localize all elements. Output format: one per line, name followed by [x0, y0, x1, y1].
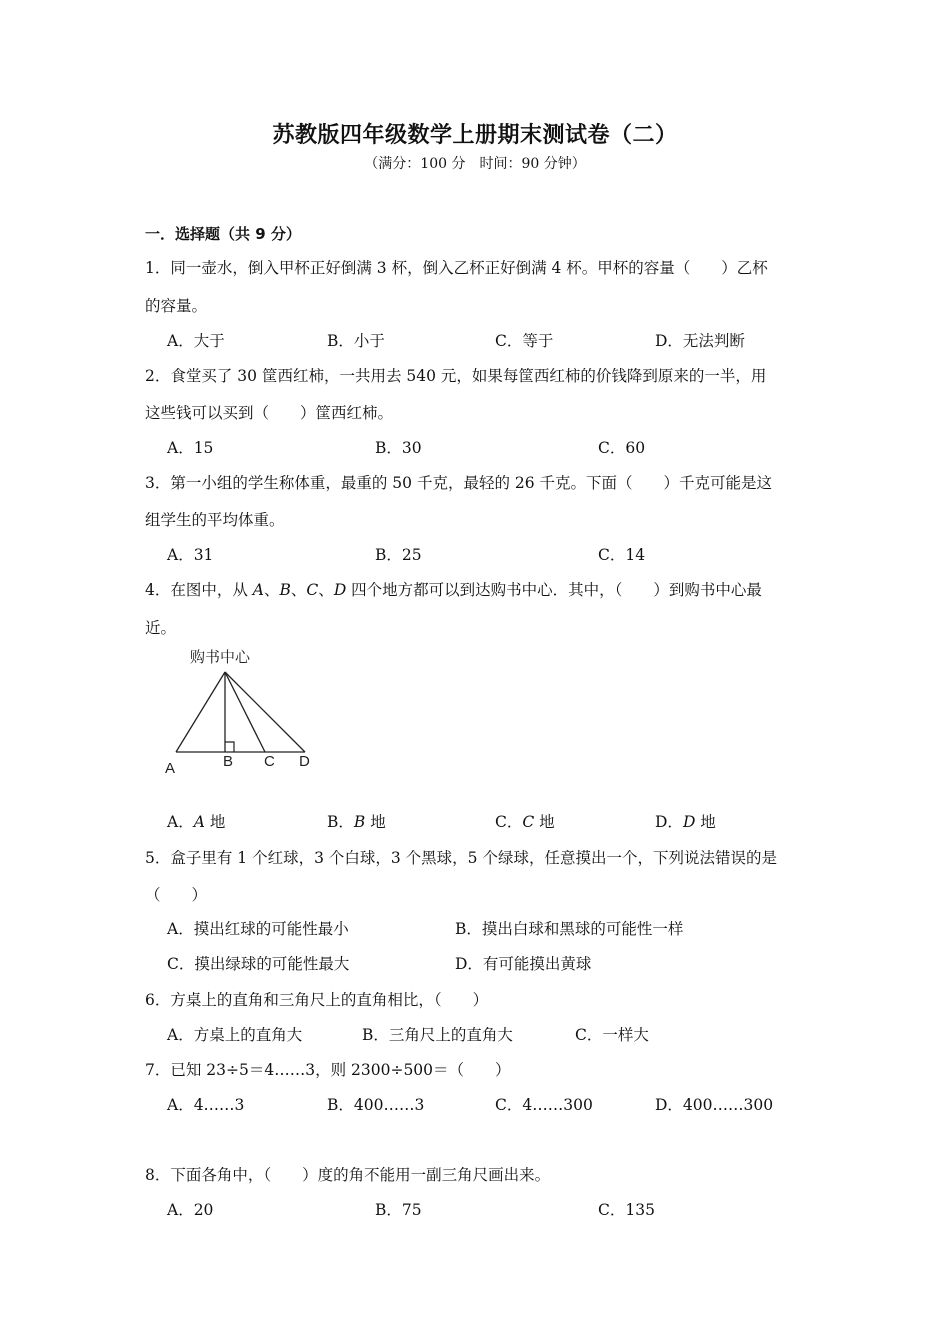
question-3-text: 3．第一小组的学生称体重，最重的 50 千克，最轻的 26 千克。下面（ ）千克可能是这	[145, 474, 773, 492]
question-6-option-b: B．三角尺上的直角大	[362, 1026, 513, 1044]
question-1-option-a: A．大于	[167, 332, 225, 350]
question-4-text: 4．在图中，从 A、B、C、D 四个地方都可以到达购书中心．其中，（ ）到购书中心最	[145, 581, 762, 599]
question-7-option-d: D．400……300	[655, 1096, 774, 1114]
question-5-option-a: A．摸出红球的可能性最小	[167, 920, 349, 938]
line-to-d	[225, 672, 305, 752]
question-6-option-a: A．方桌上的直角大	[167, 1026, 303, 1044]
question-8-option-c: C．135	[598, 1201, 655, 1219]
question-4-option-a: A．A 地	[167, 813, 226, 831]
right-angle-marker	[225, 742, 234, 752]
figure-label-bookstore: 购书中心	[190, 649, 251, 666]
page-title: 苏教版四年级数学上册期末测试卷（二）	[272, 123, 678, 148]
question-3-option-b: B．25	[375, 546, 422, 564]
exam-info: （满分：100 分 时间：90 分钟）	[364, 156, 586, 172]
question-4-option-b: B．B 地	[327, 813, 386, 831]
line-to-a	[176, 672, 225, 752]
section-heading: 一．选择题（共 9 分）	[145, 225, 301, 243]
question-2-option-a: A．15	[167, 439, 214, 457]
question-7-option-a: A．4……3	[167, 1096, 245, 1114]
question-7-text: 7．已知 23÷5＝4……3，则 2300÷500＝（ ）	[145, 1061, 511, 1079]
question-1-option-d: D．无法判断	[655, 332, 745, 350]
question-2-text-cont: 这些钱可以买到（ ）筐西红柿。	[145, 404, 394, 422]
point-label-a: A	[165, 760, 176, 777]
question-2-option-c: C．60	[598, 439, 646, 457]
question-1-text: 1．同一壶水，倒入甲杯正好倒满 3 杯，倒入乙杯正好倒满 4 杯。甲杯的容量（ ）乙杯	[145, 259, 768, 277]
point-label-b: B	[223, 753, 234, 770]
question-5-option-b: B．摸出白球和黑球的可能性一样	[455, 920, 684, 938]
question-4-option-c: C．C 地	[495, 813, 555, 831]
point-label-c: C	[264, 753, 275, 770]
question-1-option-b: B．小于	[327, 332, 385, 350]
question-4-option-d: D．D 地	[655, 813, 716, 831]
bookstore-triangle-figure	[160, 644, 330, 778]
question-7-option-b: B．400……3	[327, 1096, 425, 1114]
question-2-option-b: B．30	[375, 439, 422, 457]
question-8-option-a: A．20	[167, 1201, 214, 1219]
question-5-text: 5．盒子里有 1 个红球，3 个白球，3 个黑球，5 个绿球，任意摸出一个，下列说法错误的是	[145, 849, 777, 867]
question-4-text-cont: 近。	[145, 619, 177, 637]
question-7-option-c: C．4……300	[495, 1096, 593, 1114]
question-3-text-cont: 组学生的平均体重。	[145, 511, 285, 529]
question-8-text: 8．下面各角中，（ ）度的角不能用一副三角尺画出来。	[145, 1166, 551, 1184]
point-label-d: D	[299, 753, 310, 770]
question-1-option-c: C．等于	[495, 332, 554, 350]
question-5-text-cont: （ ）	[145, 886, 208, 904]
question-6-option-c: C．一样大	[575, 1026, 649, 1044]
question-6-text: 6．方桌上的直角和三角尺上的直角相比，（ ）	[145, 991, 489, 1009]
question-1-text-cont: 的容量。	[145, 297, 208, 315]
question-5-option-c: C．摸出绿球的可能性最大	[167, 955, 350, 973]
question-8-option-b: B．75	[375, 1201, 422, 1219]
line-to-c	[225, 672, 265, 752]
question-2-text: 2．食堂买了 30 筐西红柿，一共用去 540 元，如果每筐西红柿的价钱降到原来的一半，用	[145, 367, 767, 385]
question-5-option-d: D．有可能摸出黄球	[455, 955, 592, 973]
question-3-option-a: A．31	[167, 546, 214, 564]
question-3-option-c: C．14	[598, 546, 646, 564]
